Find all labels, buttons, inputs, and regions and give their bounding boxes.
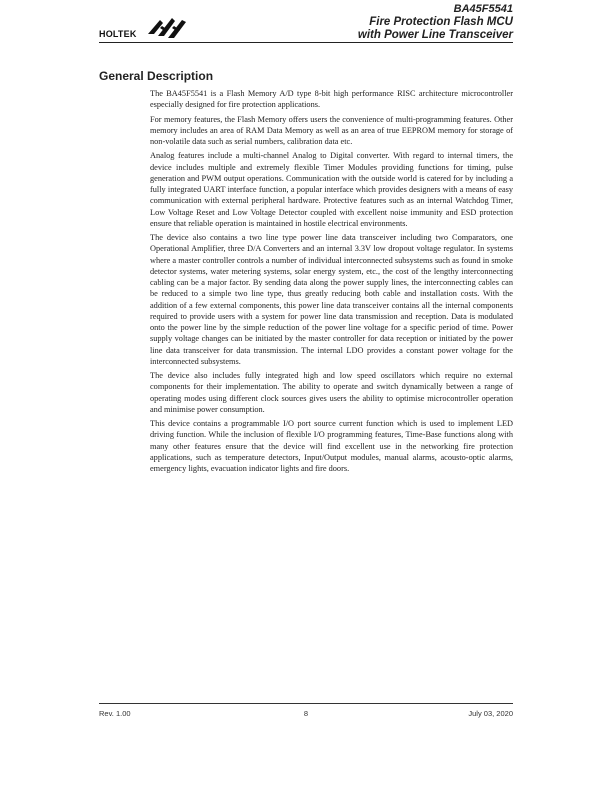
brand-name: HOLTEK <box>99 29 137 39</box>
page-footer <box>99 709 513 721</box>
document-subtitle-line2: with Power Line Transceiver <box>357 29 513 41</box>
footer-divider <box>99 703 513 704</box>
document-subtitle-line1: Fire Protection Flash MCU <box>369 16 513 28</box>
holtek-logo-icon <box>144 12 188 42</box>
paragraph: The BA45F5541 is a Flash Memory A/D type 8-bit high performance RISC architecture microcontroller especially designed for fire protection applications. <box>150 89 513 110</box>
page-header <box>99 0 513 44</box>
paragraph: Analog features include a multi-channel Analog to Digital converter. With regard to internal timers, the device includes multiple and extremely flexible Timer Modules providing functions for timing, pulse generation and PWM output operations. Communication with the outside world is catered for by including a fully integrated UART interface function, a popular interface which provides designers with a means of easy communication with external peripheral hardware. Protective features such as an internal Watchdog Timer, Low Voltage Reset and Low Voltage Detector coupled with excellent noise immunity and ESD protection ensure that reliable operation is maintained in hostile electrical environments. <box>150 151 513 228</box>
paragraph: The device also includes fully integrated high and low speed oscillators which require no external components for their implementation. The ability to operate and switch dynamically between a range of operating modes using different clock sources gives users the ability to optimise microcontroller operation and minimise power consumption. <box>150 371 513 414</box>
document-title-block <box>358 3 513 42</box>
paragraph: The device also contains a two line type power line data transceiver including two Comparators, one Operational Amplifier, three D/A Converters and an internal 3.3V low dropout voltage regulator. In systems where a master controller controls a number of individual interconnected subsystems such as found in smoke detector systems, water metering systems, solar energy system, etc., the cost of the lengthy interconnecting cabling can be a major factor. By sending data along the power supply lines, the interconnecting cables can be reduced to a simple two line type, thus greatly reducing both cable and installation costs. With the addition of a few external components, this power line data transceiver contains all the internal components required to provide users with a system for power line data transmission and reception. Data is modulated onto the power line by the simple reduction of the power line voltage for a specific period of time. Power supply voltage changes can be initiated by the master controller for data reception or initiated by the power line data transceiver for data transmission. The internal LDO provides a constant power voltage for the interconnected subsystems. <box>150 233 513 366</box>
release-date: July 03, 2020 <box>468 709 513 718</box>
paragraph: For memory features, the Flash Memory offers users the convenience of multi-programming features. Other memory includes an area of RAM Data Memory as well as an area of true EEPROM memory for storage of non-volatile data such as serial numbers, calibration data etc. <box>150 114 513 146</box>
page-number: 8 <box>303 709 309 718</box>
revision-label: Rev. 1.00 <box>99 709 131 718</box>
section-title: General Description <box>99 69 214 83</box>
holtek-logo <box>99 12 189 44</box>
paragraph: This device contains a programmable I/O port source current function which is used to implement LED driving function. While the inclusion of flexible I/O programming features, Time-Base functions along with many other features ensure that the device will find excellent use in the networking fire protection applications, such as temperature detectors, Input/Output modules, manual alarms, acousto-optic alarms, emergency lights, evacuation indicator lights and fire doors. <box>150 419 513 473</box>
general-description-body <box>150 88 513 477</box>
header-divider <box>99 42 513 43</box>
part-number: BA45F5541 <box>453 3 513 15</box>
